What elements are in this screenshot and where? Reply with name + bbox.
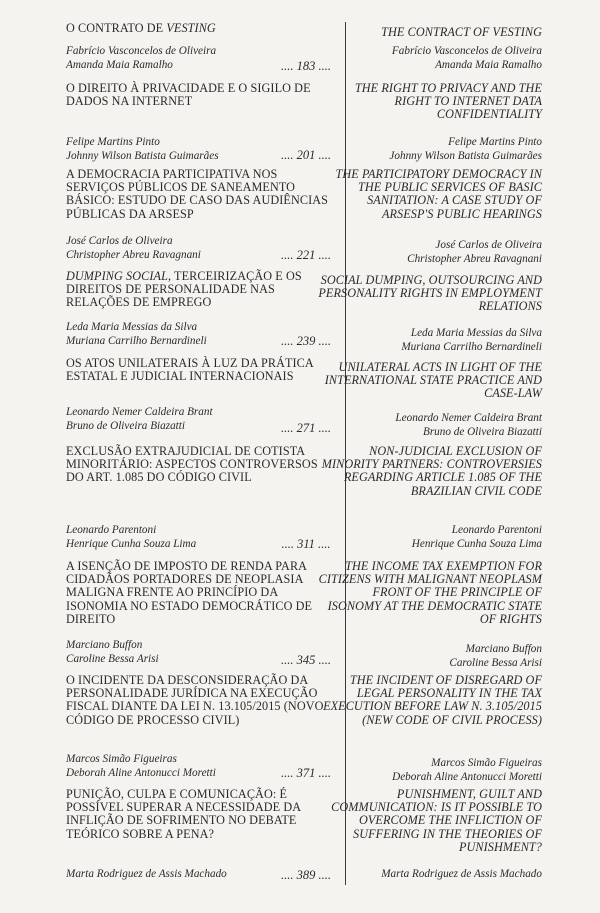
page-number: .... 311 .... [281, 537, 331, 551]
authors-pt: José Carlos de Oliveira Christopher Abreu Ravagnani [66, 235, 201, 262]
page-number: .... 271 .... [281, 421, 331, 435]
pt-title: A DEMOCRACIA PARTICIPATIVA NOS SERVIÇOS PÚBLICOS DE SANEAMENTO BÁSICO: ESTUDO DE CASO DAS AUDIÊNCIAS PÚBLICAS DA ARSESP [66, 167, 329, 221]
page-number: .... 389 .... [281, 868, 331, 882]
authors-en: Marta Rodriguez de Assis Machado [381, 868, 542, 880]
authors-pt: Marciano Buffon Caroline Bessa Arisi [66, 639, 159, 666]
authors-en: Leda Maria Messias da Silva Muriana Carrilho Bernardineli [401, 327, 542, 354]
pt-title: EXCLUSÃO EXTRAJUDICIAL DE COTISTA MINORITÁRIO: ASPECTOS CONTROVERSOS DO ART. 1.085 DO CÓDIGO CIVIL [66, 444, 318, 485]
page-number: .... 201 .... [281, 148, 331, 162]
en-title: PUNISHMENT, GUILT AND COMMUNICATION: IS IT POSSIBLE TO OVERCOME THE INFLICTION OF SUFFERING IN THE THEORIES OF PUNISHMENT? [331, 787, 542, 854]
pt-title: DUMPING SOCIAL, TERCEIRIZAÇÃO E OS DIREITOS DE PERSONALIDADE NAS RELAÇÕES DE EMPREGO [66, 269, 302, 310]
en-title: NON-JUDICIAL EXCLUSION OF MINORITY PARTNERS: CONTROVERSIES REGARDING ARTICLE 1.085 OF THE BRAZILIAN CIVIL CODE [321, 444, 542, 498]
pt-title: O CONTRATO DE VESTING [66, 21, 216, 35]
authors-en: José Carlos de Oliveira Christopher Abreu Ravagnani [407, 239, 542, 266]
authors-pt: Marta Rodriguez de Assis Machado [66, 868, 227, 880]
pt-title: O DIREITO À PRIVACIDADE E O SIGILO DE DADOS NA INTERNET [66, 81, 311, 109]
pt-title: OS ATOS UNILATERAIS À LUZ DA PRÁTICA ESTATAL E JUDICIAL INTERNACIONAIS [66, 356, 314, 384]
authors-en: Leonardo Nemer Caldeira Brant Bruno de Oliveira Biazatti [395, 412, 542, 439]
pt-title: A ISENÇÃO DE IMPOSTO DE RENDA PARA CIDADÃOS PORTADORES DE NEOPLASIA MALIGNA FRENTE AO PRINCÍPIO DA ISONOMIA NO ESTADO DEMOCRÁTICO DE DIREITO [66, 559, 313, 626]
authors-pt: Leonardo Nemer Caldeira Brant Bruno de Oliveira Biazatti [66, 406, 213, 433]
authors-pt: Marcos Simão Figueiras Deborah Aline Antonucci Moretti [66, 753, 216, 780]
page-number: .... 371 .... [281, 766, 331, 780]
page-number: .... 345 .... [281, 653, 331, 667]
authors-pt: Leonardo Parentoni Henrique Cunha Souza Lima [66, 524, 197, 551]
en-title: THE RIGHT TO PRIVACY AND THE RIGHT TO INTERNET DATA CONFIDENTIALITY [354, 81, 542, 122]
authors-pt: Leda Maria Messias da Silva Muriana Carrilho Bernardineli [66, 321, 207, 348]
authors-pt: Felipe Martins Pinto Johnny Wilson Batista Guimarães [66, 136, 219, 163]
en-title: THE CONTRACT OF VESTING [381, 25, 542, 39]
page-number: .... 239 .... [281, 334, 331, 348]
authors-en: Marciano Buffon Caroline Bessa Arisi [449, 643, 542, 670]
authors-en: Marcos Simão Figueiras Deborah Aline Antonucci Moretti [392, 757, 542, 784]
pt-title: PUNIÇÃO, CULPA E COMUNICAÇÃO: É POSSÍVEL SUPERAR A NECESSIDADE DA INFLIÇÃO DE SOFRIMENTO NO DEBATE TEÓRICO SOBRE A PENA? [66, 787, 301, 841]
en-title: THE INCOME TAX EXEMPTION FOR CITIZENS WITH MALIGNANT NEOPLASM FRONT OF THE PRINCIPLE OF ISONOMY AT THE DEMOCRATIC STATE OF RIGHTS [318, 559, 542, 626]
authors-en: Leonardo Parentoni Henrique Cunha Souza Lima [411, 524, 542, 551]
en-title: SOCIAL DUMPING, OUTSOURCING AND PERSONALITY RIGHTS IN EMPLOYMENT RELATIONS [318, 273, 542, 314]
pt-title: O INCIDENTE DA DESCONSIDERAÇÃO DA PERSONALIDADE JURÍDICA NA EXECUÇÃO FISCAL DIANTE DA LEI N. 13.105/2015 (NOVO CÓDIGO DE PROCESSO CIVIL) [66, 673, 324, 727]
authors-en: Fabrício Vasconcelos de Oliveira Amanda Maia Ramalho [391, 45, 542, 72]
page-number: .... 221 .... [281, 248, 331, 262]
page-number: .... 183 .... [281, 59, 331, 73]
en-title: UNILATERAL ACTS IN LIGHT OF THE INTERNATIONAL STATE PRACTICE AND CASE-LAW [324, 360, 542, 401]
authors-en: Felipe Martins Pinto Johnny Wilson Batista Guimarães [389, 136, 542, 163]
authors-pt: Fabrício Vasconcelos de Oliveira Amanda Maia Ramalho [66, 45, 217, 72]
en-title: THE PARTICIPATORY DEMOCRACY IN THE PUBLIC SERVICES OF BASIC SANITATION: A CASE STUDY OF ARSESP'S PUBLIC HEARINGS [335, 167, 542, 221]
en-title: THE INCIDENT OF DISREGARD OF LEGAL PERSONALITY IN THE TAX EXECUTION BEFORE LAW N. 3.105/2015 (NEW CODE OF CIVIL PROCESS) [323, 673, 542, 727]
